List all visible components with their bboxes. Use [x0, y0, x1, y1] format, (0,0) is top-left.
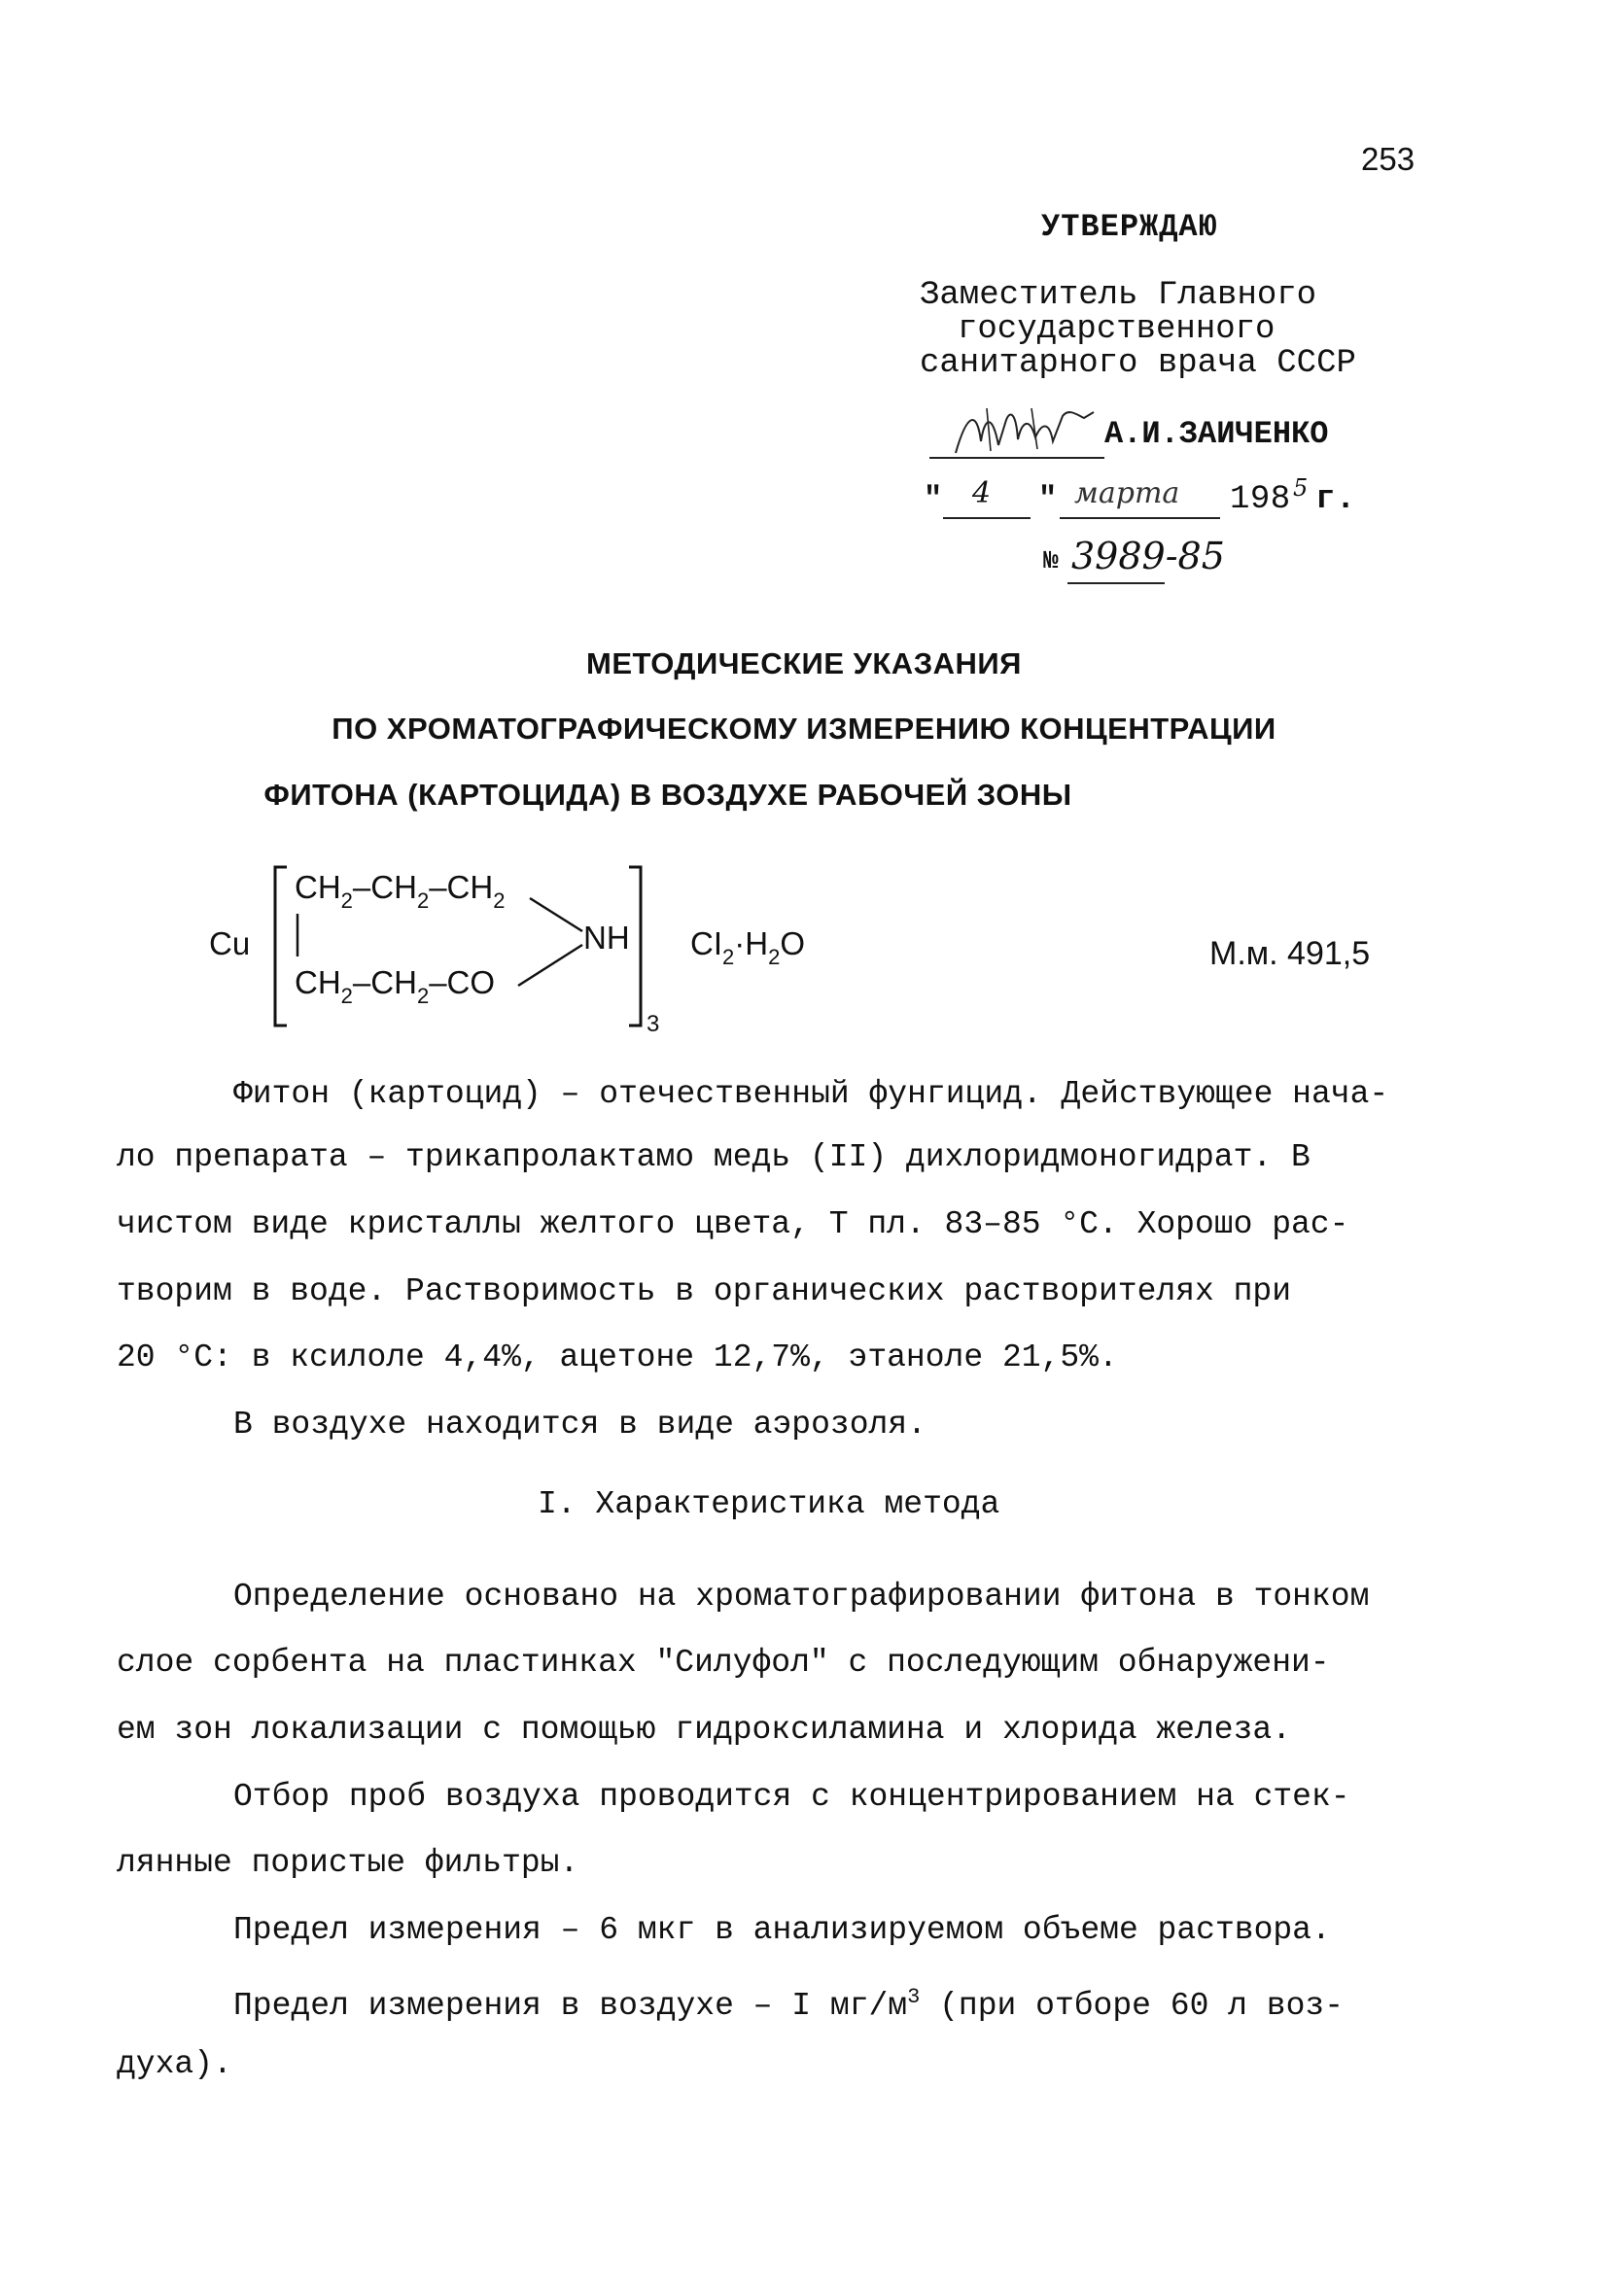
formula-ring-bottom: $CH_2-CH_2-CO$ [295, 964, 496, 1008]
date-year-suffix: г. [1315, 481, 1356, 518]
approver-position-line-2: государственного [958, 311, 1276, 348]
date-quote-open: " [924, 481, 943, 517]
page-number: 253 [1361, 141, 1416, 177]
date-year-digit: 5 [1293, 474, 1309, 502]
aerosol-line: В воздухе находится в виде аэрозоля. [233, 1407, 926, 1443]
intro-line-2: ло препарата – трикапролактамо медь (II) дихлоридмоногидрат. В [117, 1139, 1311, 1175]
registration-number-line [1067, 580, 1165, 584]
formula-salt: $CI_2\cdot H_2O$ [690, 925, 805, 969]
title-line-1: МЕТОДИЧЕСКИЕ УКАЗАНИЯ [586, 646, 1022, 680]
signature-line [929, 455, 1104, 459]
intro-line-4: творим в воде. Растворимость в органических растворителях при [117, 1273, 1291, 1309]
date-day-line [943, 515, 1031, 519]
limit-air-continuation: духа). [117, 2046, 232, 2082]
approver-position-line-3: санитарного врача СССР [920, 345, 1356, 382]
intro-line-5: 20 °С: в ксилоле 4,4%, ацетоне 12,7%, этаноле 21,5%. [117, 1339, 1118, 1375]
formula-ring-top: $CH_2-CH_2-CH_2$ [295, 869, 506, 913]
section-heading: I. Характеристика метода [538, 1486, 1000, 1522]
method-line-2: слое сорбента на пластинках "Силуфол" с последующим обнаружени- [117, 1645, 1330, 1681]
intro-line-1: Фитон (картоцид) – отечественный фунгицид. Действующее нача- [233, 1076, 1389, 1112]
date-year-prefix: 198 [1230, 481, 1291, 518]
approver-position-line-1: Заместитель Главного [920, 277, 1317, 314]
date-day: 4 [972, 476, 992, 510]
registration-number: 3989-85 [1071, 535, 1225, 577]
date-quote-close: " [1038, 481, 1058, 517]
sampling-line-1: Отбор проб воздуха проводится с концентрированием на стек- [233, 1779, 1350, 1815]
formula-multiplier: 3 [647, 1011, 660, 1037]
approver-name: А.И.ЗАИЧЕНКО [1104, 416, 1329, 452]
registration-number-sign: № [1043, 546, 1059, 575]
method-line-1: Определение основано на хроматографировании фитона в тонком [233, 1579, 1370, 1615]
formula-nh: NH [583, 920, 630, 956]
title-line-2: ПО ХРОМАТОГРАФИЧЕСКОМУ ИЗМЕРЕНИЮ КОНЦЕНТРАЦИИ [332, 712, 1276, 746]
intro-line-3: чистом виде кристаллы желтого цвета, Т пл. 83–85 °С. Хорошо рас- [117, 1206, 1349, 1242]
sampling-line-2: лянные пористые фильтры. [117, 1845, 579, 1881]
approval-heading: УТВЕРЖДАЮ [1041, 209, 1218, 245]
method-line-3: ем зон локализации с помощью гидроксиламина и хлорида железа. [117, 1712, 1291, 1748]
limit-air-line: Предел измерения в воздухе – I $мг/м^3$ (при отборе 60 л воз- [233, 1985, 1344, 2024]
date-month-line [1060, 515, 1220, 519]
limit-solution-line: Предел измерения – 6 мкг в анализируемом объеме раствора. [233, 1912, 1331, 1948]
chemical-formula [209, 855, 831, 1050]
molar-mass: М.м. 491,5 [1209, 935, 1371, 972]
title-line-3: ФИТОНА (КАРТОЦИДА) В ВОЗДУХЕ РАБОЧЕЙ ЗОНЫ [263, 778, 1072, 812]
date-month: марта [1074, 476, 1180, 510]
formula-metal: Cu [209, 925, 251, 961]
